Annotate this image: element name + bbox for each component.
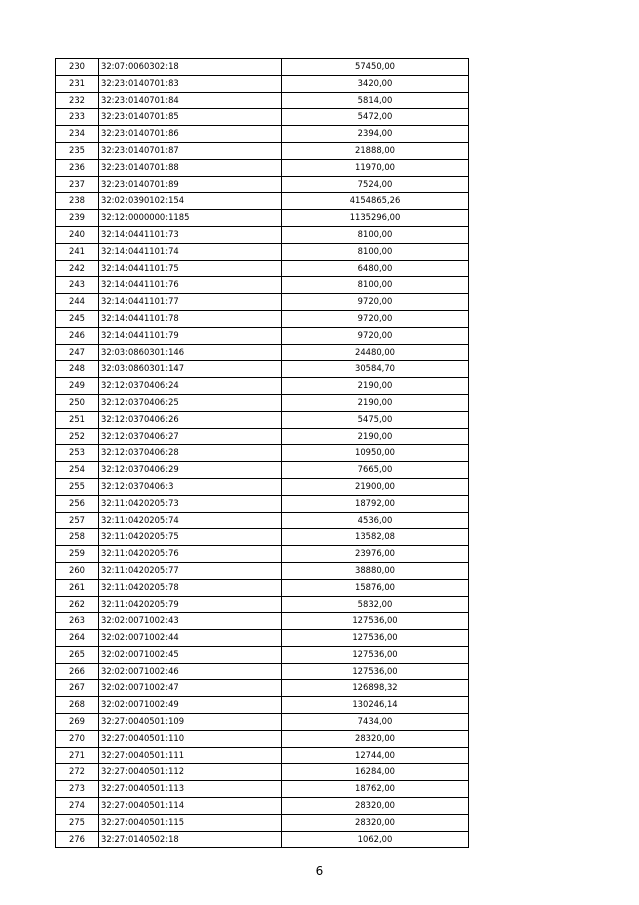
cadastral-number-cell: 32:27:0040501:112 bbox=[99, 764, 282, 781]
value-cell: 5472,00 bbox=[282, 109, 469, 126]
value-cell: 2190,00 bbox=[282, 394, 469, 411]
cadastral-number-cell: 32:12:0370406:29 bbox=[99, 462, 282, 479]
row-number-cell: 276 bbox=[56, 831, 99, 848]
row-number-cell: 251 bbox=[56, 411, 99, 428]
table-row bbox=[56, 394, 469, 411]
row-number-cell: 265 bbox=[56, 646, 99, 663]
table-row bbox=[56, 260, 469, 277]
table-row bbox=[56, 210, 469, 227]
table-row bbox=[56, 75, 469, 92]
row-number-cell: 266 bbox=[56, 663, 99, 680]
value-cell: 57450,00 bbox=[282, 59, 469, 76]
row-number-cell: 239 bbox=[56, 210, 99, 227]
row-number-cell: 230 bbox=[56, 59, 99, 76]
cadastral-number-cell: 32:27:0040501:110 bbox=[99, 730, 282, 747]
value-cell: 126898,32 bbox=[282, 680, 469, 697]
table-row bbox=[56, 814, 469, 831]
cadastral-number-cell: 32:07:0060302:18 bbox=[99, 59, 282, 76]
row-number-cell: 238 bbox=[56, 193, 99, 210]
table-row bbox=[56, 109, 469, 126]
table-row bbox=[56, 697, 469, 714]
cadastral-number-cell: 32:02:0071002:45 bbox=[99, 646, 282, 663]
row-number-cell: 270 bbox=[56, 730, 99, 747]
cadastral-number-cell: 32:12:0370406:28 bbox=[99, 445, 282, 462]
cadastral-number-cell: 32:11:0420205:76 bbox=[99, 546, 282, 563]
table-row bbox=[56, 411, 469, 428]
value-cell: 23976,00 bbox=[282, 546, 469, 563]
value-cell: 2190,00 bbox=[282, 428, 469, 445]
row-number-cell: 252 bbox=[56, 428, 99, 445]
cadastral-number-cell: 32:02:0071002:49 bbox=[99, 697, 282, 714]
row-number-cell: 249 bbox=[56, 378, 99, 395]
cadastral-number-cell: 32:14:0441101:78 bbox=[99, 310, 282, 327]
value-cell: 4536,00 bbox=[282, 512, 469, 529]
table-row bbox=[56, 344, 469, 361]
table-row bbox=[56, 529, 469, 546]
cadastral-number-cell: 32:23:0140701:84 bbox=[99, 92, 282, 109]
row-number-cell: 257 bbox=[56, 512, 99, 529]
value-cell: 15876,00 bbox=[282, 579, 469, 596]
cadastral-number-cell: 32:02:0071002:44 bbox=[99, 630, 282, 647]
table-row bbox=[56, 630, 469, 647]
value-cell: 2394,00 bbox=[282, 126, 469, 143]
cadastral-number-cell: 32:23:0140701:89 bbox=[99, 176, 282, 193]
cadastral-number-cell: 32:02:0071002:46 bbox=[99, 663, 282, 680]
cadastral-number-cell: 32:12:0370406:3 bbox=[99, 478, 282, 495]
value-cell: 2190,00 bbox=[282, 378, 469, 395]
row-number-cell: 256 bbox=[56, 495, 99, 512]
table-row bbox=[56, 277, 469, 294]
table-row bbox=[56, 764, 469, 781]
table-row bbox=[56, 495, 469, 512]
cadastral-number-cell: 32:14:0441101:75 bbox=[99, 260, 282, 277]
cadastral-number-cell: 32:27:0040501:115 bbox=[99, 814, 282, 831]
row-number-cell: 254 bbox=[56, 462, 99, 479]
table-row bbox=[56, 512, 469, 529]
value-cell: 7524,00 bbox=[282, 176, 469, 193]
cadastral-number-cell: 32:27:0040501:111 bbox=[99, 747, 282, 764]
row-number-cell: 244 bbox=[56, 294, 99, 311]
value-cell: 5832,00 bbox=[282, 596, 469, 613]
row-number-cell: 275 bbox=[56, 814, 99, 831]
row-number-cell: 250 bbox=[56, 394, 99, 411]
row-number-cell: 260 bbox=[56, 562, 99, 579]
row-number-cell: 272 bbox=[56, 764, 99, 781]
value-cell: 28320,00 bbox=[282, 798, 469, 815]
table-body bbox=[56, 59, 469, 848]
value-cell: 1135296,00 bbox=[282, 210, 469, 227]
cadastral-number-cell: 32:14:0441101:74 bbox=[99, 243, 282, 260]
value-cell: 21888,00 bbox=[282, 142, 469, 159]
cadastral-number-cell: 32:23:0140701:85 bbox=[99, 109, 282, 126]
cadastral-value-table bbox=[55, 58, 469, 848]
row-number-cell: 268 bbox=[56, 697, 99, 714]
table-row bbox=[56, 193, 469, 210]
row-number-cell: 274 bbox=[56, 798, 99, 815]
value-cell: 7665,00 bbox=[282, 462, 469, 479]
cadastral-number-cell: 32:02:0071002:47 bbox=[99, 680, 282, 697]
cadastral-number-cell: 32:02:0390102:154 bbox=[99, 193, 282, 210]
row-number-cell: 267 bbox=[56, 680, 99, 697]
table-row bbox=[56, 378, 469, 395]
value-cell: 30584,70 bbox=[282, 361, 469, 378]
table-row bbox=[56, 546, 469, 563]
row-number-cell: 259 bbox=[56, 546, 99, 563]
table-row bbox=[56, 445, 469, 462]
cadastral-number-cell: 32:14:0441101:79 bbox=[99, 327, 282, 344]
cadastral-number-cell: 32:11:0420205:73 bbox=[99, 495, 282, 512]
value-cell: 12744,00 bbox=[282, 747, 469, 764]
value-cell: 10950,00 bbox=[282, 445, 469, 462]
row-number-cell: 240 bbox=[56, 226, 99, 243]
table-row bbox=[56, 747, 469, 764]
value-cell: 21900,00 bbox=[282, 478, 469, 495]
page-number: 6 bbox=[315, 864, 324, 878]
row-number-cell: 263 bbox=[56, 613, 99, 630]
row-number-cell: 235 bbox=[56, 142, 99, 159]
row-number-cell: 273 bbox=[56, 781, 99, 798]
value-cell: 28320,00 bbox=[282, 730, 469, 747]
cadastral-number-cell: 32:03:0860301:147 bbox=[99, 361, 282, 378]
row-number-cell: 247 bbox=[56, 344, 99, 361]
cadastral-number-cell: 32:12:0370406:26 bbox=[99, 411, 282, 428]
value-cell: 130246,14 bbox=[282, 697, 469, 714]
cadastral-number-cell: 32:23:0140701:88 bbox=[99, 159, 282, 176]
table-row bbox=[56, 613, 469, 630]
row-number-cell: 255 bbox=[56, 478, 99, 495]
value-cell: 9720,00 bbox=[282, 327, 469, 344]
table-row bbox=[56, 327, 469, 344]
value-cell: 6480,00 bbox=[282, 260, 469, 277]
table-row bbox=[56, 176, 469, 193]
table-row bbox=[56, 798, 469, 815]
table-row bbox=[56, 428, 469, 445]
cadastral-number-cell: 32:11:0420205:78 bbox=[99, 579, 282, 596]
value-cell: 11970,00 bbox=[282, 159, 469, 176]
cadastral-number-cell: 32:27:0040501:109 bbox=[99, 714, 282, 731]
cadastral-number-cell: 32:11:0420205:79 bbox=[99, 596, 282, 613]
value-cell: 127536,00 bbox=[282, 646, 469, 663]
row-number-cell: 271 bbox=[56, 747, 99, 764]
row-number-cell: 261 bbox=[56, 579, 99, 596]
table-row bbox=[56, 59, 469, 76]
table-row bbox=[56, 831, 469, 848]
table-row bbox=[56, 714, 469, 731]
value-cell: 9720,00 bbox=[282, 310, 469, 327]
cadastral-number-cell: 32:14:0441101:77 bbox=[99, 294, 282, 311]
value-cell: 127536,00 bbox=[282, 663, 469, 680]
table-row bbox=[56, 579, 469, 596]
cadastral-number-cell: 32:27:0040501:113 bbox=[99, 781, 282, 798]
value-cell: 5475,00 bbox=[282, 411, 469, 428]
table-row bbox=[56, 159, 469, 176]
row-number-cell: 233 bbox=[56, 109, 99, 126]
table-row bbox=[56, 126, 469, 143]
table-row bbox=[56, 462, 469, 479]
cadastral-number-cell: 32:27:0040501:114 bbox=[99, 798, 282, 815]
table-row bbox=[56, 663, 469, 680]
value-cell: 38880,00 bbox=[282, 562, 469, 579]
row-number-cell: 262 bbox=[56, 596, 99, 613]
value-cell: 18792,00 bbox=[282, 495, 469, 512]
value-cell: 16284,00 bbox=[282, 764, 469, 781]
row-number-cell: 243 bbox=[56, 277, 99, 294]
value-cell: 4154865,26 bbox=[282, 193, 469, 210]
table-row bbox=[56, 680, 469, 697]
table-row bbox=[56, 646, 469, 663]
row-number-cell: 241 bbox=[56, 243, 99, 260]
value-cell: 8100,00 bbox=[282, 243, 469, 260]
value-cell: 5814,00 bbox=[282, 92, 469, 109]
cadastral-number-cell: 32:11:0420205:75 bbox=[99, 529, 282, 546]
value-cell: 3420,00 bbox=[282, 75, 469, 92]
table-row bbox=[56, 361, 469, 378]
table-row bbox=[56, 730, 469, 747]
cadastral-number-cell: 32:14:0441101:76 bbox=[99, 277, 282, 294]
table-row bbox=[56, 310, 469, 327]
table-row bbox=[56, 243, 469, 260]
cadastral-number-cell: 32:12:0000000:1185 bbox=[99, 210, 282, 227]
table-row bbox=[56, 142, 469, 159]
row-number-cell: 246 bbox=[56, 327, 99, 344]
value-cell: 13582,08 bbox=[282, 529, 469, 546]
cadastral-number-cell: 32:03:0860301:146 bbox=[99, 344, 282, 361]
cadastral-number-cell: 32:12:0370406:24 bbox=[99, 378, 282, 395]
table-row bbox=[56, 478, 469, 495]
row-number-cell: 253 bbox=[56, 445, 99, 462]
value-cell: 7434,00 bbox=[282, 714, 469, 731]
table-row bbox=[56, 562, 469, 579]
cadastral-number-cell: 32:23:0140701:87 bbox=[99, 142, 282, 159]
value-cell: 8100,00 bbox=[282, 277, 469, 294]
row-number-cell: 236 bbox=[56, 159, 99, 176]
cadastral-number-cell: 32:27:0140502:18 bbox=[99, 831, 282, 848]
row-number-cell: 232 bbox=[56, 92, 99, 109]
cadastral-number-cell: 32:02:0071002:43 bbox=[99, 613, 282, 630]
row-number-cell: 248 bbox=[56, 361, 99, 378]
cadastral-number-cell: 32:23:0140701:86 bbox=[99, 126, 282, 143]
row-number-cell: 231 bbox=[56, 75, 99, 92]
cadastral-number-cell: 32:23:0140701:83 bbox=[99, 75, 282, 92]
table-row bbox=[56, 596, 469, 613]
value-cell: 9720,00 bbox=[282, 294, 469, 311]
table-row bbox=[56, 781, 469, 798]
value-cell: 28320,00 bbox=[282, 814, 469, 831]
row-number-cell: 258 bbox=[56, 529, 99, 546]
value-cell: 8100,00 bbox=[282, 226, 469, 243]
cadastral-number-cell: 32:12:0370406:27 bbox=[99, 428, 282, 445]
row-number-cell: 237 bbox=[56, 176, 99, 193]
table-row bbox=[56, 226, 469, 243]
cadastral-number-cell: 32:11:0420205:77 bbox=[99, 562, 282, 579]
row-number-cell: 269 bbox=[56, 714, 99, 731]
value-cell: 24480,00 bbox=[282, 344, 469, 361]
value-cell: 1062,00 bbox=[282, 831, 469, 848]
cadastral-number-cell: 32:11:0420205:74 bbox=[99, 512, 282, 529]
value-cell: 18762,00 bbox=[282, 781, 469, 798]
row-number-cell: 245 bbox=[56, 310, 99, 327]
table-row bbox=[56, 294, 469, 311]
cadastral-number-cell: 32:12:0370406:25 bbox=[99, 394, 282, 411]
row-number-cell: 234 bbox=[56, 126, 99, 143]
value-cell: 127536,00 bbox=[282, 613, 469, 630]
value-cell: 127536,00 bbox=[282, 630, 469, 647]
row-number-cell: 264 bbox=[56, 630, 99, 647]
table-row bbox=[56, 92, 469, 109]
row-number-cell: 242 bbox=[56, 260, 99, 277]
cadastral-number-cell: 32:14:0441101:73 bbox=[99, 226, 282, 243]
